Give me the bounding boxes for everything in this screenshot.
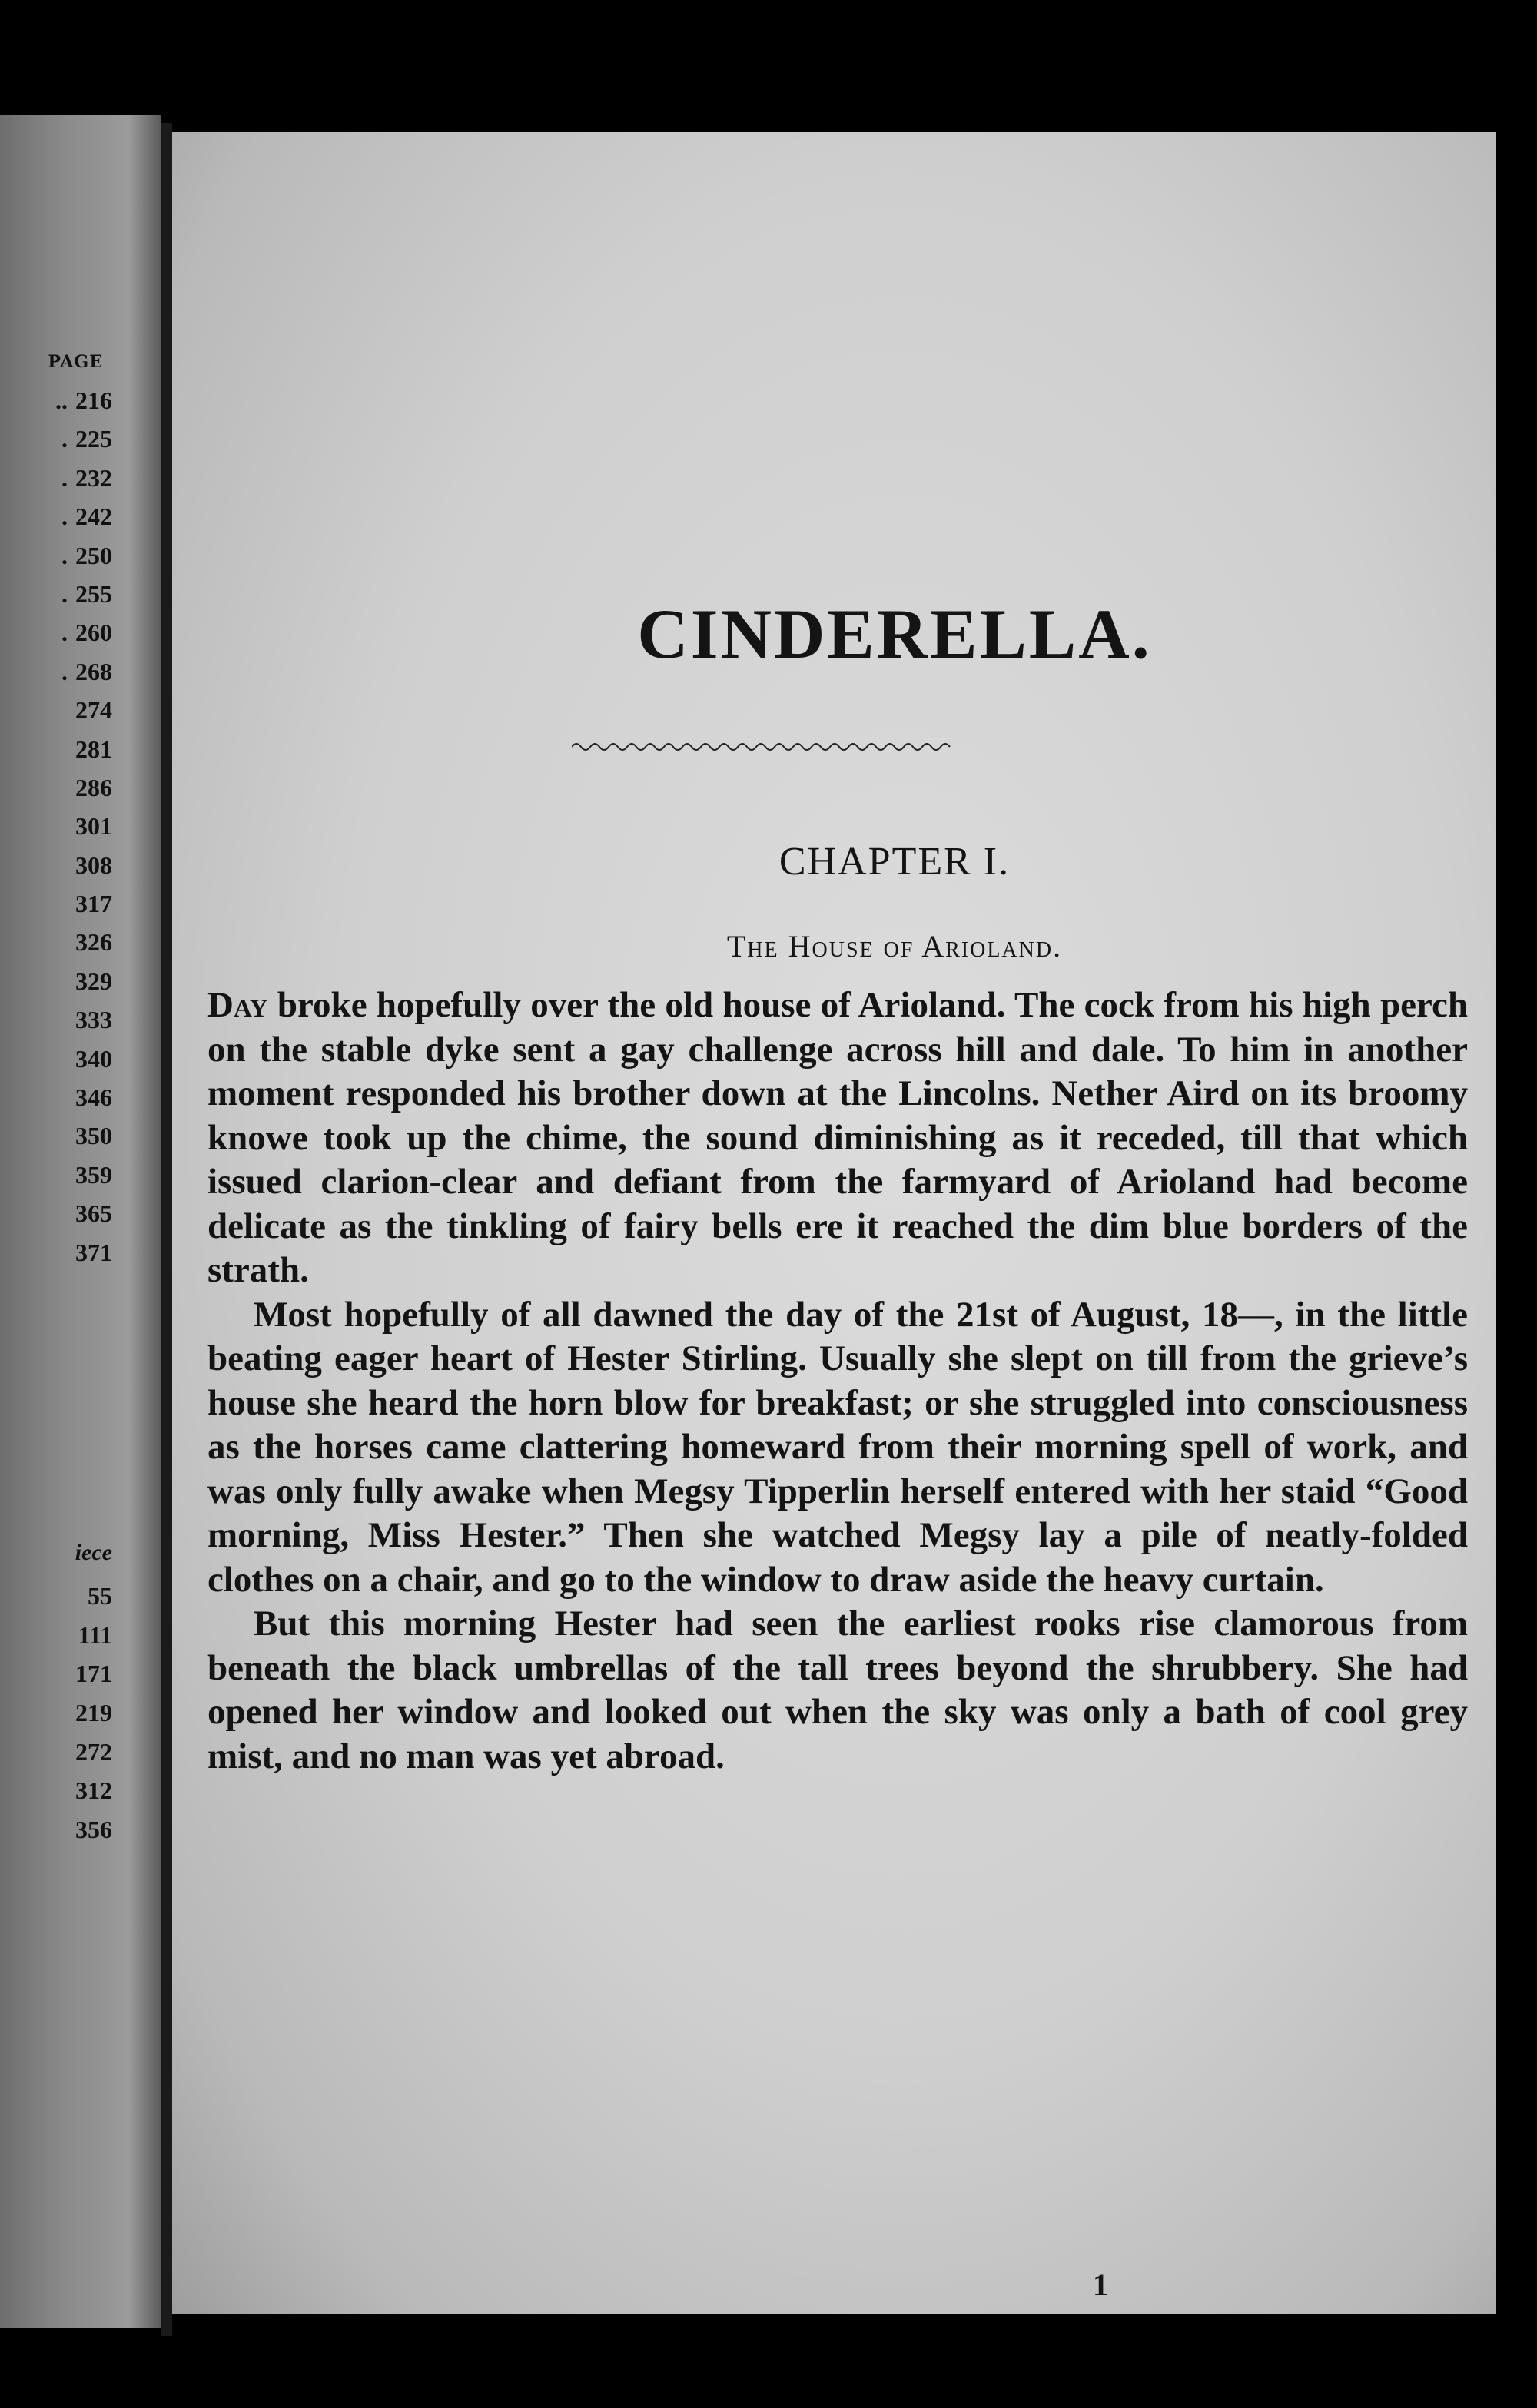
list-item: 281 — [75, 735, 112, 763]
list-item: 359 — [75, 1160, 112, 1189]
list-item: 371 — [75, 1238, 112, 1266]
illustration-page-list — [0, 1577, 112, 1849]
list-item: . 232 — [61, 463, 112, 492]
book-page — [172, 132, 1496, 2314]
list-item: .. 216 — [55, 386, 112, 414]
page-number: 1 — [1093, 2267, 1108, 2302]
list-item: 333 — [75, 1006, 112, 1034]
list-item: . 242 — [61, 502, 112, 531]
paragraph-text: broke hopefully over the old house of Arioland. The cock from his high perch on the stable dyke sent a gay challenge across hill and dale. To him in another moment responded his brother down at the Lincolns. Nether Aird on its broomy knowe took up the chime, the sound diminishing as it receded, till that which issued clarion-clear and defiant from the farmyard of Arioland had become delicate as the tinkling of fairy bells ere it reached the dim blue borders of the strath. — [207, 985, 1468, 1290]
paragraph: Most hopefully of all dawned the day of the 21st of August, 18—, in the little beating eager heart of Hester Stirling. Usually she slept on till from the grieve’s house she heard the horn blow for breakfast; or she struggled into consciousness as the horses came clattering homeward from their morning spell of work, and was only fully awake when Megsy Tipperlin herself entered with her staid “Good morning, Miss Hester.” Then she watched Megsy lay a pile of neatly-folded clothes on a chair, and go to the window to draw aside the heavy curtain. — [207, 1294, 1468, 1600]
list-item: 272 — [75, 1737, 112, 1766]
list-item: 312 — [75, 1776, 112, 1805]
paragraph: But this morning Hester had seen the earliest rooks rise clamorous from beneath the black umbrellas of the tall trees beyond the shrubbery. She had opened her window and looked out when the sky was only a bath of cool grey mist, and no man was yet abroad. — [207, 1604, 1468, 1776]
list-item: 329 — [75, 967, 112, 995]
list-item: 171 — [75, 1660, 112, 1688]
list-item: 111 — [78, 1620, 112, 1649]
wavy-rule-ornament — [572, 738, 956, 756]
list-item: 55 — [88, 1582, 112, 1610]
list-item: 286 — [75, 773, 112, 801]
list-item: 340 — [75, 1044, 112, 1073]
list-item: . 250 — [61, 541, 112, 569]
list-item: 301 — [75, 812, 112, 841]
chapter-body — [207, 983, 1468, 1779]
list-item: . 225 — [61, 425, 112, 453]
list-item: 365 — [75, 1199, 112, 1228]
book-gutter — [161, 123, 172, 2336]
page-column-header: PAGE — [48, 352, 103, 372]
list-item: 219 — [75, 1699, 112, 1727]
drop-lead-word: Day — [207, 985, 268, 1025]
book-title: CINDERELLA. — [637, 595, 1152, 673]
list-item: 326 — [75, 928, 112, 957]
frontispiece-label: iece — [75, 1540, 112, 1565]
list-item: 356 — [75, 1816, 112, 1844]
list-item: 350 — [75, 1122, 112, 1150]
list-item: . 268 — [61, 657, 112, 685]
facing-page-contents — [0, 115, 161, 2328]
list-item: 317 — [75, 890, 112, 918]
chapter-subtitle: The House of Arioland. — [726, 929, 1063, 964]
list-item: 308 — [75, 851, 112, 879]
chapter-heading: CHAPTER I. — [778, 840, 1011, 884]
list-item: . 255 — [61, 579, 112, 608]
paragraph — [207, 983, 1468, 1293]
list-item: 346 — [75, 1083, 112, 1112]
list-item: . 260 — [61, 619, 112, 647]
contents-page-list — [0, 381, 112, 1272]
list-item: 274 — [75, 696, 112, 725]
